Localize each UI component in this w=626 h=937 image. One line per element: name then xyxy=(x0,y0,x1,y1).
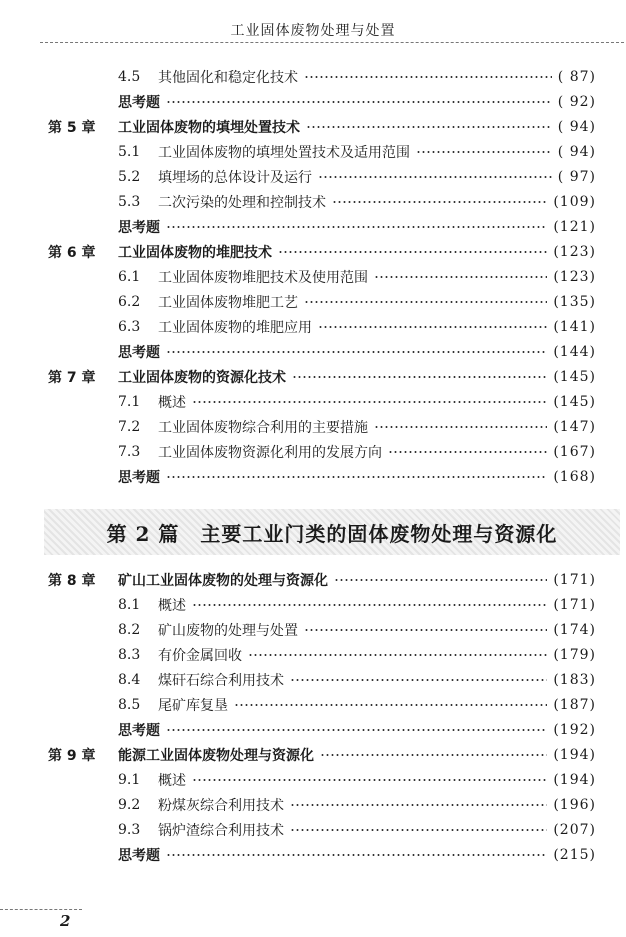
section-title: 尾矿库复垦 xyxy=(158,698,228,714)
dot-leader xyxy=(278,251,547,253)
page-reference: (168) xyxy=(553,469,596,485)
toc-entry-body xyxy=(118,391,598,413)
toc-entry-section xyxy=(0,441,626,463)
page-reference: (171) xyxy=(553,572,596,588)
questions-label: 思考题 xyxy=(118,345,160,361)
section-title: 工业固体废物资源化利用的发展方向 xyxy=(158,445,382,461)
toc-entry-body xyxy=(118,466,598,488)
page-number: 2 xyxy=(60,912,71,930)
page-reference: ( 94) xyxy=(557,119,596,135)
page-reference: (187) xyxy=(553,697,596,713)
toc-entry-body xyxy=(118,569,598,591)
toc-entry-section xyxy=(0,619,626,641)
part-title: 第 2 篇 主要工业门类的固体废物处理与资源化 xyxy=(106,521,558,546)
page-reference: (192) xyxy=(553,722,596,738)
dot-leader xyxy=(166,226,547,228)
toc-entry-section xyxy=(0,644,626,666)
dot-leader xyxy=(166,729,547,731)
toc-entry-body xyxy=(118,166,598,188)
section-title: 二次污染的处理和控制技术 xyxy=(158,195,326,211)
section-number: 9.1 xyxy=(118,772,141,788)
section-number: 8.4 xyxy=(118,672,141,688)
dot-leader xyxy=(248,654,547,656)
toc-entry-body xyxy=(118,619,598,641)
section-number: 5.3 xyxy=(118,194,141,210)
page-reference: (123) xyxy=(553,244,596,260)
section-title: 粉煤灰综合利用技术 xyxy=(158,798,284,814)
chapter-title: 能源工业固体废物处理与资源化 xyxy=(118,748,314,764)
toc-entry-section xyxy=(0,191,626,213)
dot-leader xyxy=(416,151,552,153)
toc-entry-section xyxy=(0,141,626,163)
toc-entry-section xyxy=(0,166,626,188)
section-number: 8.2 xyxy=(118,622,141,638)
toc-entry-section xyxy=(0,291,626,313)
toc-entry-section xyxy=(0,794,626,816)
toc-entry-body xyxy=(118,191,598,213)
section-number: 4.5 xyxy=(118,69,141,85)
questions-label: 思考题 xyxy=(118,220,160,236)
toc-entry-body xyxy=(118,116,598,138)
page-reference: ( 94) xyxy=(557,144,596,160)
section-number: 6.2 xyxy=(118,294,141,310)
toc-entry-section xyxy=(0,819,626,841)
toc-entry-body xyxy=(118,66,598,88)
toc-entry-body xyxy=(118,644,598,666)
section-title: 有价金属回收 xyxy=(158,648,242,664)
chapter-title: 矿山工业固体废物的处理与资源化 xyxy=(118,573,328,589)
toc-entry-section xyxy=(0,266,626,288)
section-number: 9.3 xyxy=(118,822,141,838)
toc-entry-body xyxy=(118,416,598,438)
dot-leader xyxy=(318,326,547,328)
toc-entry-chapter xyxy=(0,744,626,766)
toc-entry-body xyxy=(118,744,598,766)
toc-entry-body xyxy=(118,266,598,288)
toc-entry-body xyxy=(118,291,598,313)
section-title: 概述 xyxy=(158,395,186,411)
dot-leader xyxy=(320,754,547,756)
page-reference: (179) xyxy=(553,647,596,663)
toc-entry-body xyxy=(118,819,598,841)
toc-entry-section xyxy=(0,694,626,716)
chapter-number: 第 6 章 xyxy=(48,245,96,261)
section-title: 矿山废物的处理与处置 xyxy=(158,623,298,639)
page-reference: (141) xyxy=(553,319,596,335)
toc-entry-section xyxy=(0,669,626,691)
section-title: 锅炉渣综合利用技术 xyxy=(158,823,284,839)
dot-leader xyxy=(192,779,547,781)
toc-entry-section xyxy=(0,594,626,616)
page-reference: (145) xyxy=(553,394,596,410)
section-number: 6.3 xyxy=(118,319,141,335)
page-reference: (167) xyxy=(553,444,596,460)
chapter-number: 第 7 章 xyxy=(48,370,96,386)
toc-entry-chapter xyxy=(0,241,626,263)
section-title: 工业固体废物堆肥工艺 xyxy=(158,295,298,311)
header-rule xyxy=(40,42,624,43)
page-reference: (171) xyxy=(553,597,596,613)
dot-leader xyxy=(290,679,547,681)
toc-entry-q xyxy=(0,466,626,488)
toc-entry-body xyxy=(118,341,598,363)
dot-leader xyxy=(290,804,547,806)
toc-entry-body xyxy=(118,366,598,388)
questions-label: 思考题 xyxy=(118,95,160,111)
chapter-title: 工业固体废物的堆肥技术 xyxy=(118,245,272,261)
toc-entry-section xyxy=(0,391,626,413)
toc-entry-body xyxy=(118,241,598,263)
dot-leader xyxy=(374,426,547,428)
section-number: 7.1 xyxy=(118,394,141,410)
section-number: 9.2 xyxy=(118,797,141,813)
page-reference: (123) xyxy=(553,269,596,285)
dot-leader xyxy=(334,579,547,581)
dot-leader xyxy=(388,451,547,453)
toc-entry-body xyxy=(118,441,598,463)
page-reference: (109) xyxy=(553,194,596,210)
section-title: 工业固体废物的填埋处置技术及适用范围 xyxy=(158,145,410,161)
section-title: 其他固化和稳定化技术 xyxy=(158,70,298,86)
toc-entry-section xyxy=(0,769,626,791)
section-number: 7.2 xyxy=(118,419,141,435)
page-reference: ( 87) xyxy=(557,69,596,85)
section-title: 工业固体废物的堆肥应用 xyxy=(158,320,312,336)
page-reference: (194) xyxy=(553,747,596,763)
toc-entry-q xyxy=(0,216,626,238)
chapter-title: 工业固体废物的填埋处置技术 xyxy=(118,120,300,136)
page-reference: (194) xyxy=(553,772,596,788)
toc-entry-section xyxy=(0,316,626,338)
dot-leader xyxy=(166,476,547,478)
toc-entry-chapter xyxy=(0,116,626,138)
page-reference: (145) xyxy=(553,369,596,385)
dot-leader xyxy=(374,276,547,278)
toc-entry-body xyxy=(118,844,598,866)
toc-entry-body xyxy=(118,216,598,238)
questions-label: 思考题 xyxy=(118,848,160,864)
dot-leader xyxy=(166,101,552,103)
toc-entry-body xyxy=(118,141,598,163)
section-title: 填埋场的总体设计及运行 xyxy=(158,170,312,186)
section-number: 8.3 xyxy=(118,647,141,663)
section-number: 6.1 xyxy=(118,269,141,285)
toc-entry-body xyxy=(118,91,598,113)
questions-label: 思考题 xyxy=(118,723,160,739)
toc-entry-body xyxy=(118,719,598,741)
page-reference: (135) xyxy=(553,294,596,310)
dot-leader xyxy=(166,351,547,353)
toc-entry-q xyxy=(0,341,626,363)
page-reference: (147) xyxy=(553,419,596,435)
section-title: 工业固体废物综合利用的主要措施 xyxy=(158,420,368,436)
toc-entry-body xyxy=(118,769,598,791)
toc-entry-body xyxy=(118,594,598,616)
toc-entry-chapter xyxy=(0,569,626,591)
page-reference: ( 97) xyxy=(557,169,596,185)
chapter-number: 第 9 章 xyxy=(48,748,96,764)
page-reference: (183) xyxy=(553,672,596,688)
questions-label: 思考题 xyxy=(118,470,160,486)
section-number: 8.5 xyxy=(118,697,141,713)
section-title: 煤矸石综合利用技术 xyxy=(158,673,284,689)
dot-leader xyxy=(332,201,547,203)
toc-entry-body xyxy=(118,316,598,338)
dot-leader xyxy=(318,176,552,178)
section-title: 概述 xyxy=(158,598,186,614)
toc-entry-body xyxy=(118,669,598,691)
dot-leader xyxy=(192,604,547,606)
page-reference: (144) xyxy=(553,344,596,360)
toc-entry-section xyxy=(0,416,626,438)
dot-leader xyxy=(290,829,547,831)
dot-leader xyxy=(306,126,552,128)
section-title: 概述 xyxy=(158,773,186,789)
page-reference: (196) xyxy=(553,797,596,813)
dot-leader xyxy=(166,854,547,856)
dot-leader xyxy=(304,301,547,303)
dot-leader xyxy=(292,376,547,378)
toc-entry-q xyxy=(0,844,626,866)
toc-entry-q xyxy=(0,719,626,741)
footer-rule xyxy=(0,909,82,910)
toc-entry-section xyxy=(0,66,626,88)
section-number: 5.2 xyxy=(118,169,141,185)
page-reference: (215) xyxy=(553,847,596,863)
toc-entry-body xyxy=(118,794,598,816)
section-number: 5.1 xyxy=(118,144,141,160)
chapter-title: 工业固体废物的资源化技术 xyxy=(118,370,286,386)
running-title: 工业固体废物处理与处置 xyxy=(230,23,396,39)
toc-entry-q xyxy=(0,91,626,113)
page-reference: ( 92) xyxy=(557,94,596,110)
toc-entry-chapter xyxy=(0,366,626,388)
section-number: 7.3 xyxy=(118,444,141,460)
chapter-number: 第 8 章 xyxy=(48,573,96,589)
part-banner xyxy=(44,509,620,555)
dot-leader xyxy=(234,704,547,706)
toc-entry-body xyxy=(118,694,598,716)
dot-leader xyxy=(304,76,552,78)
page-reference: (207) xyxy=(553,822,596,838)
dot-leader xyxy=(192,401,547,403)
section-title: 工业固体废物堆肥技术及使用范围 xyxy=(158,270,368,286)
page-reference: (174) xyxy=(553,622,596,638)
section-number: 8.1 xyxy=(118,597,141,613)
chapter-number: 第 5 章 xyxy=(48,120,96,136)
page-reference: (121) xyxy=(553,219,596,235)
dot-leader xyxy=(304,629,547,631)
